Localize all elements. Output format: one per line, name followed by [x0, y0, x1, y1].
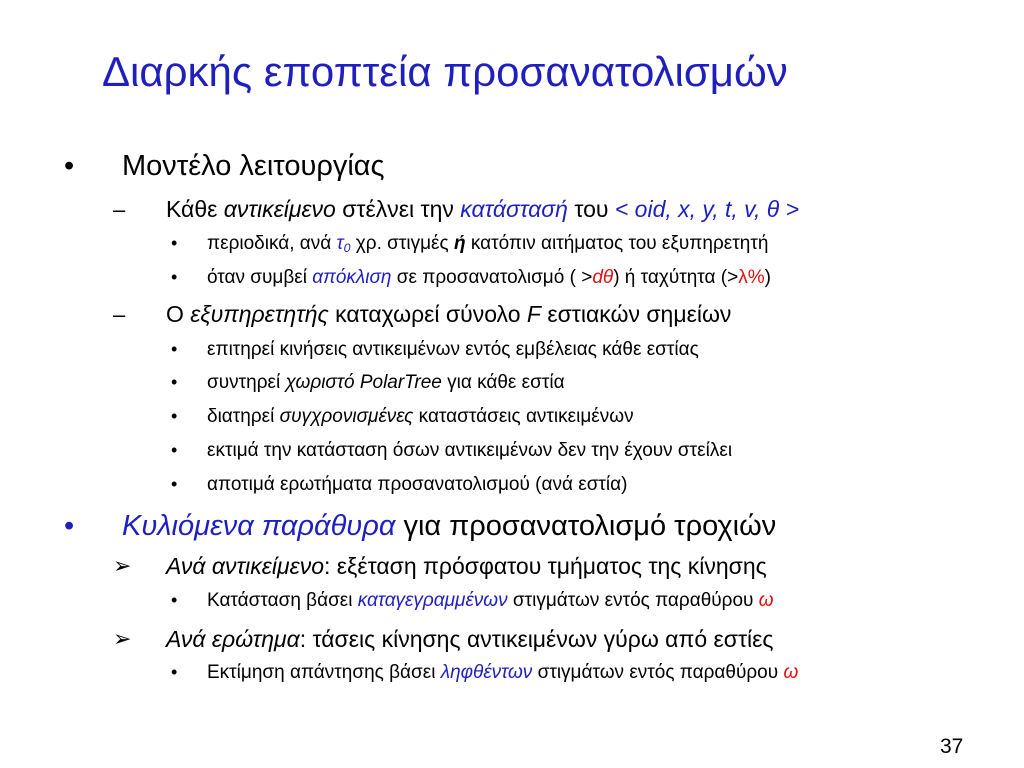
bullet-per-query: Ανά ερώτημα: τάσεις κίνησης αντικειμένων γύρω από εστίες: [166, 626, 774, 652]
bullet-marker: •: [171, 339, 178, 359]
bullet-received-fixes: Εκτίμηση απάντησης βάσει ληφθέντων στιγμάτων εντός παραθύρου ω: [207, 662, 799, 683]
bullet-marker: •: [171, 662, 178, 682]
bullet-marker: •: [64, 150, 75, 182]
bullet-marker: •: [64, 510, 75, 542]
bullet-marker: •: [171, 406, 178, 426]
bullet-object-state: Κάθε αντικείμενο στέλνει την κατάστασή του < oid, x, y, t, v, θ >: [166, 196, 800, 222]
state-tuple: < oid, x, y, t, v, θ >: [614, 196, 800, 222]
bullet-marker: •: [171, 590, 178, 610]
bullet-estimates: εκτιμά την κατάσταση όσων αντικειμένων δεν την έχουν στείλει: [207, 440, 733, 461]
bullet-deviation: όταν συμβεί απόκλιση σε προσανατολισμό ( >dθ) ή ταχύτητα (>λ%): [207, 267, 771, 288]
bullet-server-focal-points: Ο εξυπηρετητής καταχωρεί σύνολο F εστιακών σημείων: [166, 301, 732, 327]
bullet-marker: •: [171, 233, 178, 253]
bullet-marker: •: [171, 372, 178, 392]
bullet-operating-model: [122, 150, 385, 183]
bullet-text: Μοντέλο λειτουργίας: [122, 150, 385, 182]
arrow-marker: ➢: [113, 626, 132, 651]
slide-title: Διαρκής εποπτεία προσανατολισμών: [102, 48, 788, 95]
bullet-sliding-windows: Κυλιόμενα παράθυρα για προσανατολισμό τροχιών: [122, 510, 777, 542]
bullet-periodic: περιοδικά, ανά $\tau_0$ χρ. στιγμές ή κατόπιν αιτήματος του εξυπηρετητή: [207, 233, 769, 256]
bullet-monitors: επιτηρεί κινήσεις αντικειμένων εντός εμβέλειας κάθε εστίας: [207, 339, 699, 360]
bullet-evaluates: αποτιμά ερωτήματα προσανατολισμού (ανά εστία): [207, 474, 628, 495]
dash-marker: –: [113, 197, 126, 222]
bullet-recorded-fixes: Κατάσταση βάσει καταγεγραμμένων στιγμάτων εντός παραθύρου ω: [207, 590, 774, 611]
bullet-marker: •: [171, 474, 178, 494]
arrow-marker: ➢: [113, 553, 132, 578]
bullet-synchronized: διατηρεί συγχρονισμένες καταστάσεις αντικειμένων: [207, 406, 634, 427]
dash-marker: –: [113, 302, 126, 327]
bullet-marker: •: [171, 267, 178, 287]
bullet-per-object: Ανά αντικείμενο: εξέταση πρόσφατου τμήματος της κίνησης: [166, 553, 767, 579]
page-number: 37: [940, 735, 964, 758]
bullet-marker: •: [171, 440, 178, 460]
bullet-polartree: συντηρεί χωριστό PolarTree για κάθε εστία: [207, 372, 565, 393]
